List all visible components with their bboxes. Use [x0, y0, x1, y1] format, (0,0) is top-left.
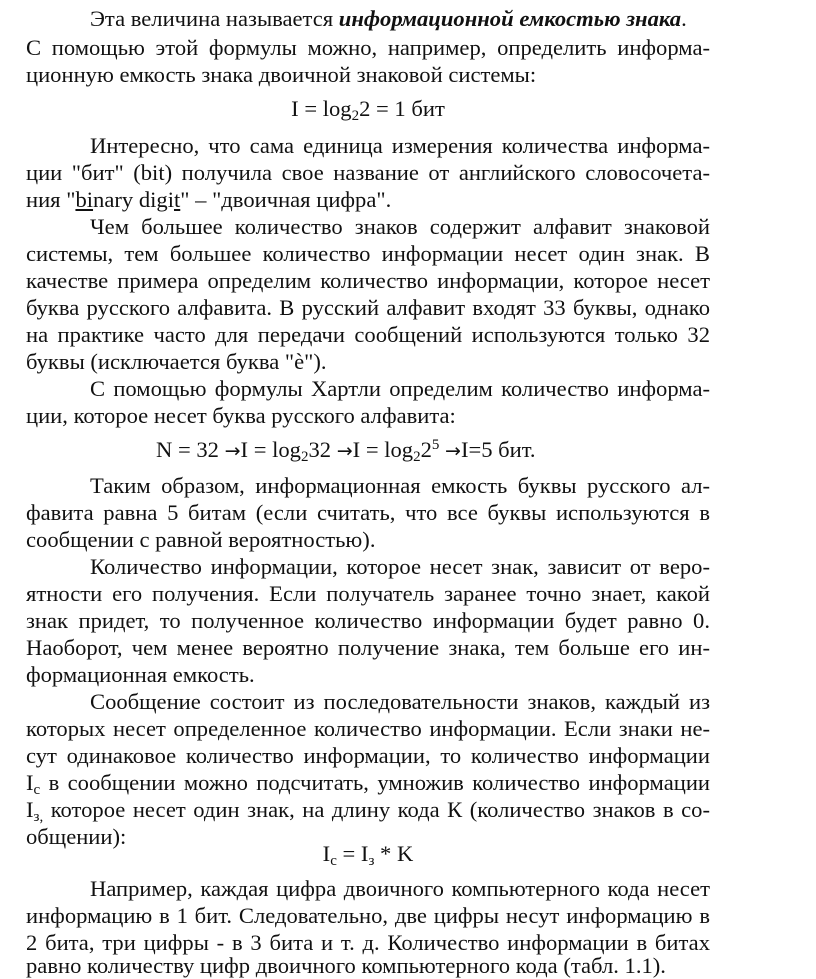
formula-part: I = log: [291, 96, 352, 121]
paragraph-8-line-4: равно количеству цифр двоичного компьютерного кода (табл. 1.1).: [26, 953, 666, 978]
formula-subscript: з: [368, 853, 375, 869]
paragraph-3-line-2: системы, тем большее количество информации несет один знак. В: [26, 241, 710, 266]
paragraph-3-line-6: буквы (исключается буква "ѐ").: [26, 349, 327, 374]
formula-part: I=5 бит.: [460, 437, 536, 462]
text-run: которое несет один знак, на длину кода К (количество знаков в со-: [43, 797, 710, 822]
paragraph-2-line-3: [26, 186, 710, 213]
paragraph-7-line-1: Сообщение состоит из последовательности знаков, каждый из: [90, 689, 710, 714]
formula-message-information: [26, 840, 710, 867]
paragraph-5-line-2: фавита равна 5 битам (если считать, что все буквы используются в: [26, 500, 710, 525]
formula-superscript: 5: [431, 437, 440, 453]
paragraph-2-line-2: ции "бит" (bit) получила свое название от английского словосочета-: [26, 160, 710, 185]
formula-subscript: 2: [351, 108, 360, 124]
paragraph-7-line-2: которых несет определенное количество информации. Если знаки не-: [26, 716, 710, 741]
formula-part: I: [322, 841, 331, 866]
formula-part: I: [26, 770, 34, 795]
formula-part: 2: [420, 437, 432, 462]
underlined-letters: t: [173, 187, 181, 212]
paragraph-6-line-3: знак придет, то полученное количество информации будет равно 0.: [26, 608, 710, 633]
formula-part: 2 = 1 бит: [359, 96, 445, 121]
formula-subscript: c: [33, 782, 41, 798]
right-arrow-icon: →: [336, 440, 353, 462]
right-arrow-icon: →: [224, 440, 241, 462]
formula-part: 32: [308, 437, 337, 462]
formula-part: = I: [336, 841, 369, 866]
formula-hartley-example: [156, 436, 656, 465]
formula-part: I: [26, 797, 34, 822]
text-run: nary digi: [93, 187, 174, 212]
text-run: в сообщении можно подсчитать, умножив количество информации: [40, 770, 710, 795]
formula-part: I = log: [240, 437, 301, 462]
paragraph-6-line-4: Наоборот, чем менее вероятно получение знака, тем больше его ин-: [26, 635, 710, 660]
formula-part: * K: [374, 841, 414, 866]
paragraph-5-line-3: сообщении с равной вероятностью).: [26, 527, 376, 552]
paragraph-8-line-3: 2 бита, три цифры - в 3 бита и т. д. Количество информации в битах: [26, 930, 710, 955]
paragraph-7-line-6: общении):: [26, 824, 127, 849]
paragraph-7-line-4: [26, 769, 710, 796]
paragraph-7-line-5: [26, 796, 710, 823]
paragraph-8-line-1: Например, каждая цифра двоичного компьютерного кода несет: [90, 876, 710, 901]
paragraph-7-line-3: сут одинаковое количество информации, то количество информации: [26, 743, 710, 768]
text-run: Эта величина называется: [90, 6, 339, 31]
paragraph-6-line-5: формационная емкость.: [26, 662, 255, 687]
formula-subscript: 2: [413, 449, 421, 465]
paragraph-6-line-1: Количество информации, которое несет знак, зависит от веро-: [90, 554, 710, 579]
formula-subscript: 2: [300, 449, 309, 465]
emphasis-term: информационной емкостью знака: [338, 6, 682, 31]
paragraph-1-line-1: [90, 5, 710, 32]
text-run: ния ": [26, 187, 76, 212]
paragraph-1-line-2: С помощью этой формулы можно, например, определить информа-: [26, 35, 710, 60]
paragraph-8-line-2: информацию в 1 бит. Следовательно, две цифры несут информацию в: [26, 903, 710, 928]
paragraph-4-line-1: С помощью формулы Хартли определим количество информа-: [90, 376, 710, 401]
formula-information-capacity: [26, 95, 710, 122]
formula-subscript: c: [330, 853, 337, 869]
paragraph-3-line-1: Чем большее количество знаков содержит алфавит знаковой: [90, 214, 710, 239]
text-run: .: [681, 6, 687, 31]
formula-part: I = log: [352, 437, 414, 462]
formula-part: N = 32: [156, 437, 225, 462]
paragraph-2-line-1: Интересно, что сама единица измерения количества информа-: [90, 133, 710, 158]
text-run: " – "двоичная цифра".: [180, 187, 392, 212]
paragraph-3-line-5: на практике часто для передачи сообщений используются только 32: [26, 322, 710, 347]
paragraph-6-line-2: ятности его получения. Если получатель заранее точно знает, какой: [26, 581, 710, 606]
right-arrow-icon: →: [445, 440, 461, 462]
paragraph-3-line-3: качестве примера определим количество информации, которое несет: [26, 268, 710, 293]
paragraph-5-line-1: Таким образом, информационная емкость буквы русского ал-: [90, 473, 710, 498]
underlined-letters: bi: [75, 187, 94, 212]
paragraph-3-line-4: буква русского алфавита. В русский алфавит входят 33 буквы, однако: [26, 295, 710, 320]
paragraph-1-line-3: ционную емкость знака двоичной знаковой системы:: [26, 62, 537, 87]
paragraph-4-line-2: ции, которое несет буква русского алфавита:: [26, 403, 456, 428]
formula-subscript: з,: [33, 809, 44, 825]
